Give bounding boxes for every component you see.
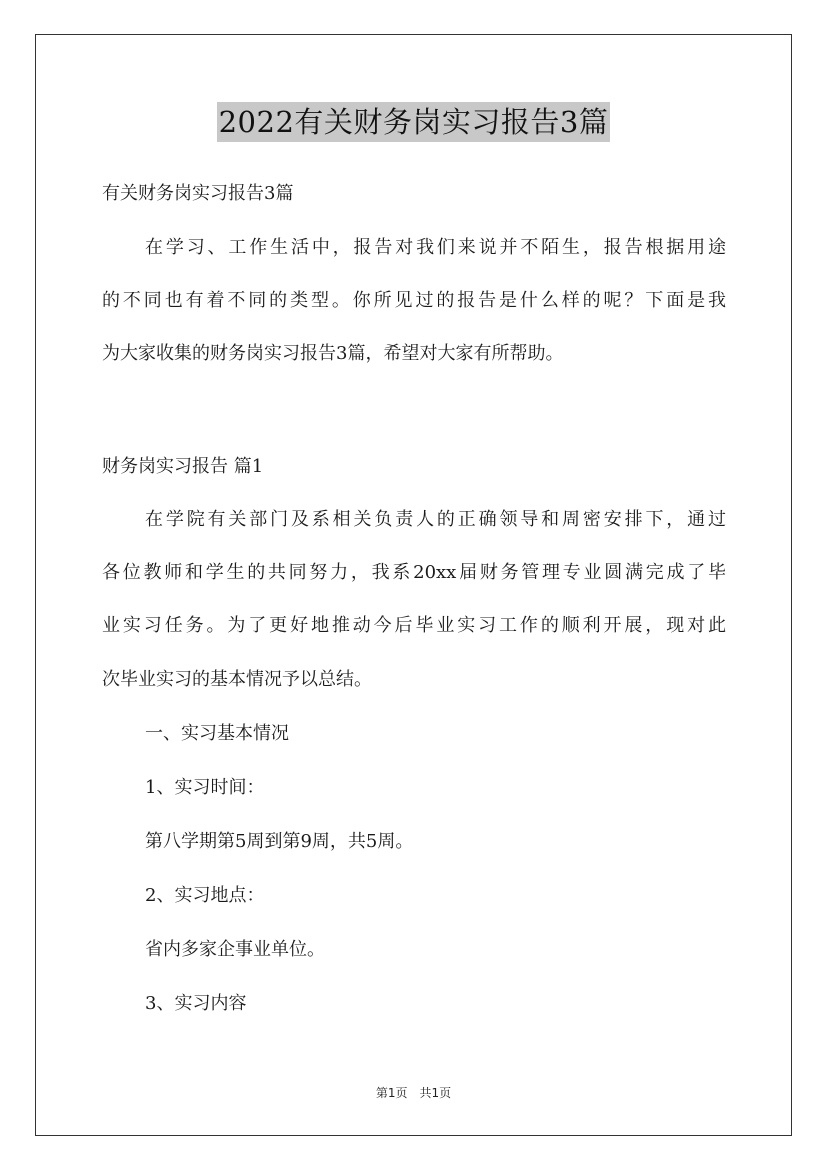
- intro-line-2: 的不同也有着不同的类型。你所见过的报告是什么样的呢？下面是我: [102, 290, 726, 311]
- document-subtitle: 有关财务岗实习报告3篇: [102, 183, 294, 204]
- item-value-location: 省内多家企事业单位。: [145, 939, 325, 960]
- body-line-4: 次毕业实习的基本情况予以总结。: [102, 669, 372, 690]
- intro-line-1: 在学习、工作生活中，报告对我们来说并不陌生，报告根据用途: [145, 237, 726, 258]
- document-title: 2022有关财务岗实习报告3篇: [217, 102, 611, 142]
- section-heading: 财务岗实习报告 篇1: [102, 456, 264, 477]
- item-value-time: 第八学期第5周到第9周，共5周。: [145, 831, 414, 852]
- item-label-location: 2、实习地点：: [145, 885, 265, 906]
- part-heading: 一、实习基本情况: [145, 723, 289, 744]
- body-line-1: 在学院有关部门及系相关负责人的正确领导和周密安排下，通过: [145, 509, 726, 530]
- page-footer: 第1页 共1页: [375, 1086, 452, 1100]
- intro-line-3: 为大家收集的财务岗实习报告3篇，希望对大家有所帮助。: [102, 343, 564, 364]
- body-line-3: 业实习任务。为了更好地推动今后毕业实习工作的顺利开展，现对此: [102, 615, 726, 636]
- item-label-content: 3、实习内容: [145, 993, 247, 1014]
- item-label-time: 1、实习时间：: [145, 777, 265, 798]
- title-container: [0, 102, 827, 142]
- body-line-2: 各位教师和学生的共同努力，我系20xx届财务管理专业圆满完成了毕: [102, 562, 726, 583]
